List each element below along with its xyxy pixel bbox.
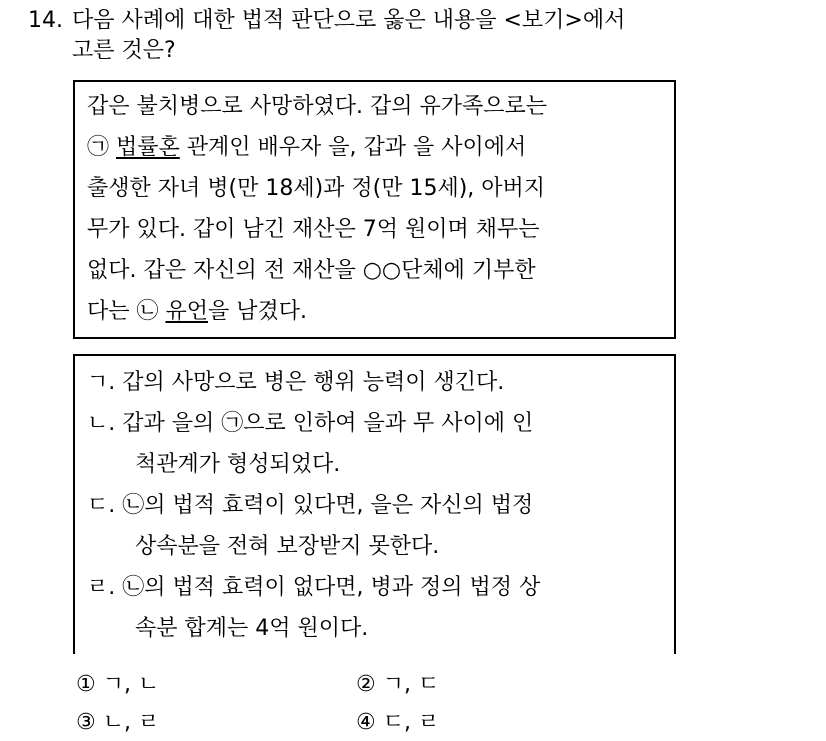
scenario-line-4: 무가 있다. 갑이 남긴 재산은 7억 원이며 채무는 [87,217,540,242]
question-text-line1: 다음 사례에 대한 법적 판단으로 옳은 내용을 <보기>에서 [72,8,626,33]
scenario-line-3: 출생한 자녀 병(만 18세)과 정(만 15세), 아버지 [87,176,546,201]
scenario-line-2 [87,135,526,161]
scenario-line-6 [87,299,307,325]
underlined-term-will: 유언 [165,299,209,324]
question-text-line2: 고른 것은? [72,38,176,63]
scenario-line-6-pre: 다는 ㉡ [87,299,166,324]
scenario-line-5: 없다. 갑은 자신의 전 재산을 ○○단체에 기부한 [87,258,536,283]
option-b-line-2: 척관계가 형성되었다. [135,452,341,477]
answer-choice-3[interactable]: ③ ㄴ, ㄹ [76,710,160,735]
scenario-line-1: 갑은 불치병으로 사망하였다. 갑의 유가족으로는 [87,94,548,119]
option-d-line-1: ㄹ. ㉡의 법적 효력이 없다면, 병과 정의 법정 상 [87,575,541,600]
question-number: 14. [28,8,63,33]
answer-choice-1[interactable]: ① ㄱ, ㄴ [76,672,160,697]
scenario-box [73,80,676,339]
answer-choice-2[interactable]: ② ㄱ, ㄷ [356,672,440,697]
scenario-line-6-post: 을 남겼다. [208,299,308,324]
option-a-line-1: ㄱ. 갑의 사망으로 병은 행위 능력이 생긴다. [87,370,505,395]
option-d-line-2: 속분 합계는 4억 원이다. [135,616,369,641]
option-c-line-1: ㄷ. ㉡의 법적 효력이 있다면, 을은 자신의 법정 [87,493,534,518]
option-b-line-1: ㄴ. 갑과 을의 ㉠으로 인하여 을과 무 사이에 인 [87,411,534,436]
option-c-line-2: 상속분을 전혀 보장받지 못한다. [135,534,440,559]
circled-mark-1: ㉠ [87,135,110,160]
answer-choice-4[interactable]: ④ ㄷ, ㄹ [356,710,440,735]
scenario-line-2-rest: 관계인 배우자 을, 갑과 을 사이에서 [179,135,527,160]
underlined-term-marriage: 법률혼 [116,135,180,160]
options-box [73,354,676,654]
